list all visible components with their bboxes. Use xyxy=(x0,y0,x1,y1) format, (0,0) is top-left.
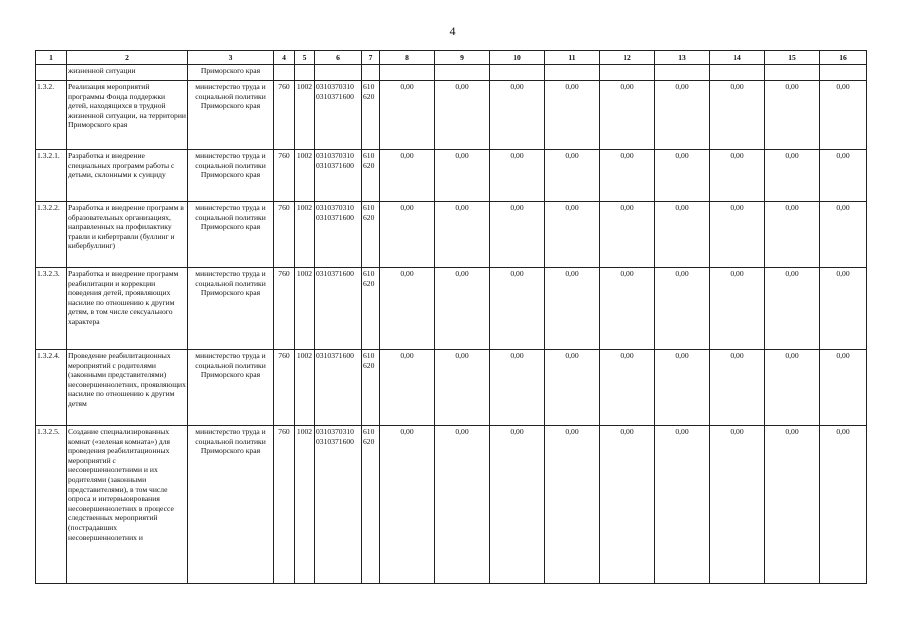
measure-name: Реализация мероприятий программы Фонда поддержки детей, находящихся в трудной жизненной ситуации, на территории Приморского края xyxy=(67,81,188,150)
column-header: 12 xyxy=(600,51,655,65)
amount-cell: 0,00 xyxy=(710,268,765,350)
code-grbs: 760 xyxy=(274,150,295,202)
code-target: 0310370310 0310371600 xyxy=(315,426,362,584)
amount-cell: 0,00 xyxy=(545,350,600,426)
amount-cell: 0,00 xyxy=(490,202,545,268)
amount-cell: 0,00 xyxy=(380,81,435,150)
measure-name: Создание специализированных комнат («зеленая комната») для проведения реабилитационных мероприятий с несовершеннолетними и их родителями (законными представителями), в том числе опроса и интервьюирования несовершеннолетних в процессе следственных мероприятий (пострадавших несовершеннолетних и xyxy=(67,426,188,584)
amount-cell: 0,00 xyxy=(435,350,490,426)
column-header: 9 xyxy=(435,51,490,65)
code-target: 0310371600 xyxy=(315,268,362,350)
amount-cell: 0,00 xyxy=(435,81,490,150)
code-target: 0310370310 0310371600 xyxy=(315,202,362,268)
executor: министерство труда и социальной политики Приморского края xyxy=(188,150,274,202)
column-header: 3 xyxy=(188,51,274,65)
code-type: 610 620 xyxy=(362,81,380,150)
code-grbs: 760 xyxy=(274,350,295,426)
column-header: 5 xyxy=(295,51,315,65)
page-number: 4 xyxy=(449,24,456,38)
amount-cell: 0,00 xyxy=(765,268,820,350)
code-grbs: 760 xyxy=(274,202,295,268)
amount-cell: 0,00 xyxy=(545,150,600,202)
code-section: 1002 xyxy=(295,350,315,426)
amount-cell: 0,00 xyxy=(710,202,765,268)
code-type: 610 620 xyxy=(362,268,380,350)
amount-cell: 0,00 xyxy=(380,350,435,426)
amount-cell: 0,00 xyxy=(710,150,765,202)
code-grbs: 760 xyxy=(274,426,295,584)
amount-cell: 0,00 xyxy=(710,350,765,426)
amount-cell: 0,00 xyxy=(600,350,655,426)
measure-name: Разработка и внедрение специальных программ работы с детьми, склонными к суициду xyxy=(67,150,188,202)
table-row xyxy=(36,202,867,268)
executor: министерство труда и социальной политики Приморского края xyxy=(188,350,274,426)
header-row xyxy=(36,51,867,65)
amount-cell: 0,00 xyxy=(710,81,765,150)
amount-cell: 0,00 xyxy=(545,202,600,268)
continuation-name: жизненной ситуации xyxy=(67,65,188,81)
row-number: 1.3.2.2. xyxy=(36,202,67,268)
executor: министерство труда и социальной политики Приморского края xyxy=(188,426,274,584)
measure-name: Разработка и внедрение программ реабилитации и коррекции поведения детей, проявляющих насилие по отношению к другим детям, в том числе сексуального характера xyxy=(67,268,188,350)
code-type: 610 620 xyxy=(362,350,380,426)
executor: министерство труда и социальной политики Приморского края xyxy=(188,202,274,268)
column-header: 6 xyxy=(315,51,362,65)
row-number: 1.3.2.4. xyxy=(36,350,67,426)
amount-cell: 0,00 xyxy=(765,150,820,202)
amount-cell: 0,00 xyxy=(490,81,545,150)
code-section: 1002 xyxy=(295,202,315,268)
code-section: 1002 xyxy=(295,81,315,150)
amount-cell: 0,00 xyxy=(600,426,655,584)
amount-cell: 0,00 xyxy=(765,350,820,426)
amount-cell: 0,00 xyxy=(435,426,490,584)
code-section: 1002 xyxy=(295,426,315,584)
amount-cell: 0,00 xyxy=(655,202,710,268)
amount-cell: 0,00 xyxy=(820,202,867,268)
amount-cell: 0,00 xyxy=(380,150,435,202)
amount-cell: 0,00 xyxy=(600,268,655,350)
amount-cell: 0,00 xyxy=(765,426,820,584)
row-number: 1.3.2.3. xyxy=(36,268,67,350)
amount-cell: 0,00 xyxy=(545,81,600,150)
amount-cell: 0,00 xyxy=(545,426,600,584)
code-section: 1002 xyxy=(295,150,315,202)
column-header: 4 xyxy=(274,51,295,65)
table-row xyxy=(36,268,867,350)
amount-cell: 0,00 xyxy=(490,268,545,350)
amount-cell: 0,00 xyxy=(655,350,710,426)
amount-cell: 0,00 xyxy=(490,426,545,584)
column-header: 13 xyxy=(655,51,710,65)
amount-cell: 0,00 xyxy=(820,81,867,150)
amount-cell: 0,00 xyxy=(435,150,490,202)
column-header: 1 xyxy=(36,51,67,65)
code-target: 0310370310 0310371600 xyxy=(315,150,362,202)
amount-cell: 0,00 xyxy=(820,150,867,202)
amount-cell: 0,00 xyxy=(600,150,655,202)
column-header: 10 xyxy=(490,51,545,65)
amount-cell: 0,00 xyxy=(490,350,545,426)
continuation-executor: Приморского края xyxy=(188,65,274,81)
amount-cell: 0,00 xyxy=(380,202,435,268)
column-header: 7 xyxy=(362,51,380,65)
amount-cell: 0,00 xyxy=(655,268,710,350)
row-number: 1.3.2.5. xyxy=(36,426,67,584)
column-header: 8 xyxy=(380,51,435,65)
code-type: 610 620 xyxy=(362,150,380,202)
code-grbs: 760 xyxy=(274,268,295,350)
row-number: 1.3.2. xyxy=(36,81,67,150)
row-number: 1.3.2.1. xyxy=(36,150,67,202)
amount-cell: 0,00 xyxy=(820,268,867,350)
code-type: 610 620 xyxy=(362,202,380,268)
amount-cell: 0,00 xyxy=(655,81,710,150)
amount-cell: 0,00 xyxy=(765,81,820,150)
column-header: 15 xyxy=(765,51,820,65)
measure-name: Проведение реабилитационных мероприятий с родителями (законными представителями) несовершеннолетних, проявляющих насилие по отношению к другим детям xyxy=(67,350,188,426)
table-row xyxy=(36,350,867,426)
amount-cell: 0,00 xyxy=(435,202,490,268)
amount-cell: 0,00 xyxy=(600,202,655,268)
amount-cell: 0,00 xyxy=(600,81,655,150)
code-target: 0310370310 0310371600 xyxy=(315,81,362,150)
code-target: 0310371600 xyxy=(315,350,362,426)
code-section: 1002 xyxy=(295,268,315,350)
amount-cell: 0,00 xyxy=(765,202,820,268)
amount-cell: 0,00 xyxy=(655,426,710,584)
table-cell xyxy=(36,65,67,81)
column-header: 2 xyxy=(67,51,188,65)
table-row xyxy=(36,81,867,150)
table-row xyxy=(36,150,867,202)
amount-cell: 0,00 xyxy=(545,268,600,350)
table-row xyxy=(36,426,867,584)
column-header: 16 xyxy=(820,51,867,65)
amount-cell: 0,00 xyxy=(655,150,710,202)
amount-cell: 0,00 xyxy=(380,426,435,584)
continuation-row xyxy=(36,65,867,81)
code-type: 610 620 xyxy=(362,426,380,584)
amount-cell: 0,00 xyxy=(380,268,435,350)
column-header: 11 xyxy=(545,51,600,65)
executor: министерство труда и социальной политики Приморского края xyxy=(188,268,274,350)
executor: министерство труда и социальной политики Приморского края xyxy=(188,81,274,150)
budget-table xyxy=(35,50,867,584)
amount-cell: 0,00 xyxy=(710,426,765,584)
measure-name: Разработка и внедрение программ в образовательных организациях, направленных на профилактику травли и кибертравли (буллинг и кибербуллинг) xyxy=(67,202,188,268)
amount-cell: 0,00 xyxy=(435,268,490,350)
amount-cell: 0,00 xyxy=(820,426,867,584)
code-grbs: 760 xyxy=(274,81,295,150)
amount-cell: 0,00 xyxy=(490,150,545,202)
column-header: 14 xyxy=(710,51,765,65)
amount-cell: 0,00 xyxy=(820,350,867,426)
